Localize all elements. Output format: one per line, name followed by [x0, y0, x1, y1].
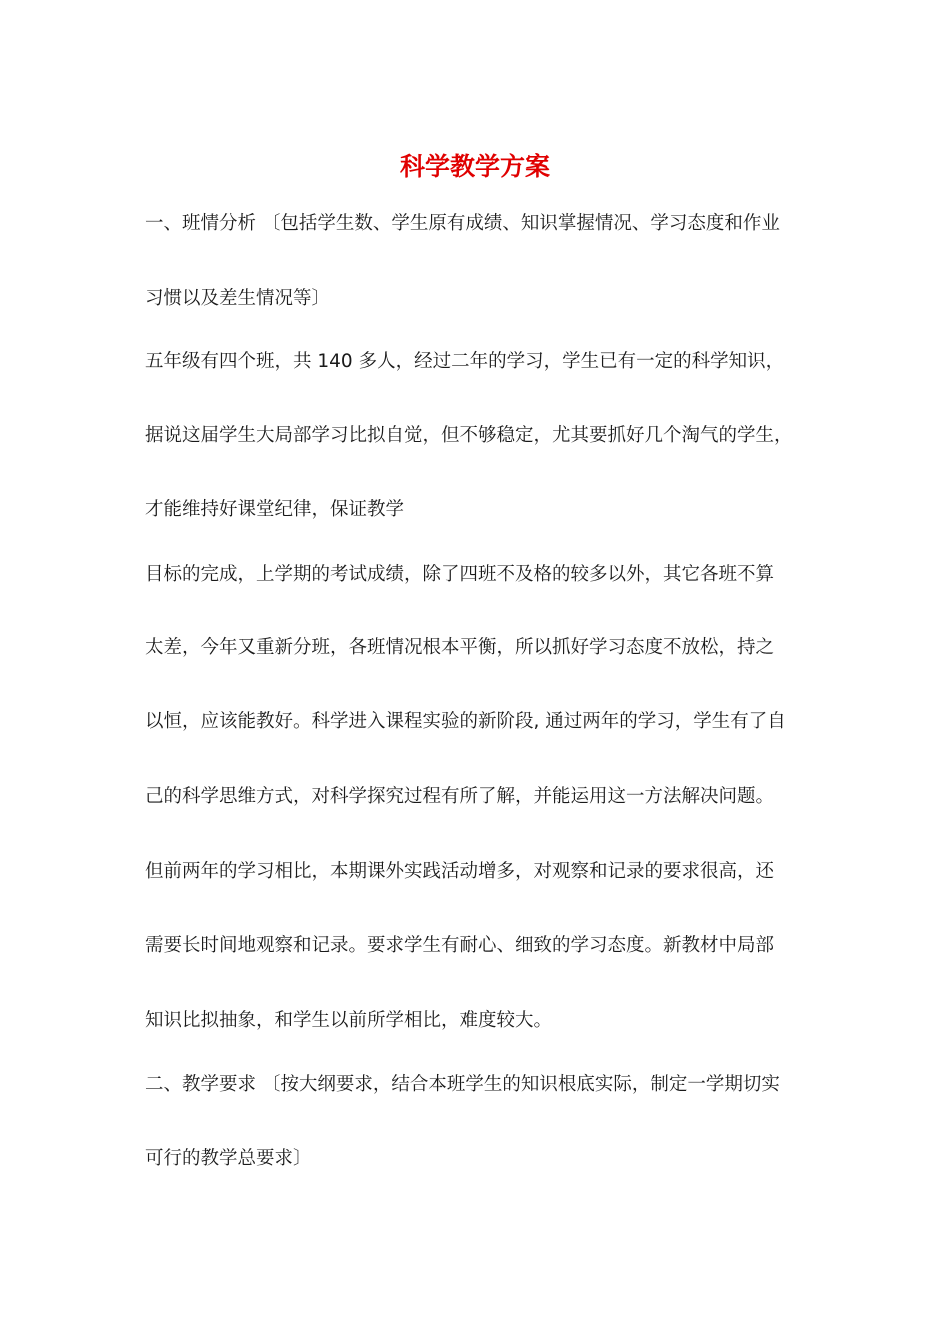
paragraph-line: 知识比拟抽象，和学生以前所学相比，难度较大。	[145, 1010, 553, 1031]
paragraph-line: 据说这届学生大局部学习比拟自觉，但不够稳定，尤其要抓好几个淘气的学生，	[145, 425, 793, 446]
paragraph-line: 才能维持好课堂纪律，保证教学	[145, 499, 405, 520]
paragraph-line: 目标的完成，上学期的考试成绩，除了四班不及格的较多以外，其它各班不算	[145, 564, 775, 585]
section2-heading-line: 可行的教学总要求〕	[145, 1148, 312, 1169]
paragraph-line: 但前两年的学习相比，本期课外实践活动增多，对观察和记录的要求很高，还	[145, 861, 775, 882]
section1-heading-line: 一、班情分析 〔包括学生数、学生原有成绩、知识掌握情况、学习态度和作业	[145, 213, 780, 234]
paragraph-line: 己的科学思维方式，对科学探究过程有所了解，并能运用这一方法解决问题。	[145, 786, 775, 807]
document-title: 科学教学方案	[399, 152, 550, 181]
paragraph-line: 需要长时间地观察和记录。要求学生有耐心、细致的学习态度。新教材中局部	[145, 935, 775, 956]
paragraph-line: 以恒，应该能教好。科学进入课程实验的新阶段, 通过两年的学习，学生有了自	[145, 711, 786, 732]
paragraph-line: 太差，今年又重新分班，各班情况根本平衡，所以抓好学习态度不放松，持之	[145, 637, 775, 658]
section1-heading-line: 习惯以及差生情况等〕	[145, 288, 331, 309]
paragraph-line: 五年级有四个班，共 140 多人，经过二年的学习，学生已有一定的科学知识，	[145, 351, 785, 372]
section2-heading-line: 二、教学要求 〔按大纲要求，结合本班学生的知识根底实际，制定一学期切实	[145, 1074, 780, 1095]
